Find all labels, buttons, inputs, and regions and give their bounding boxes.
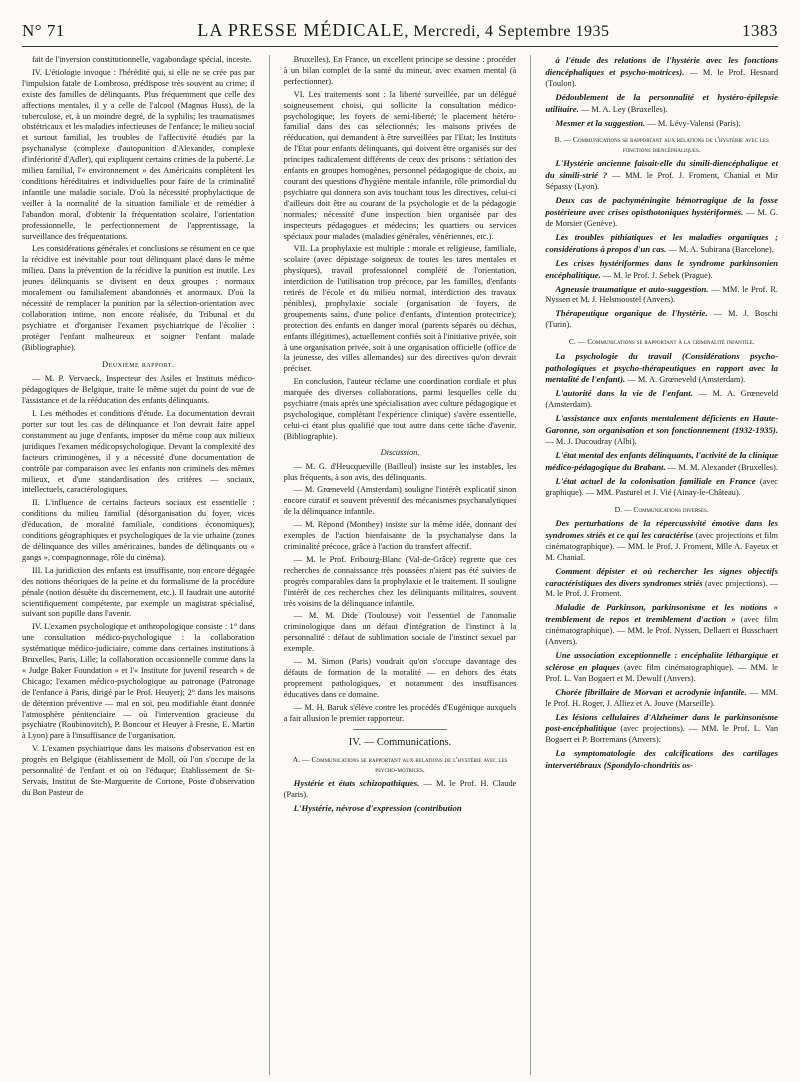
- paragraph: Bruxelles). En France, un excellent principe se dessine : procéder à un bilan complet de la santé du mineur, avec examen mental (à perfectionner).: [283, 55, 517, 86]
- communication-author: — M. A. Ley (Bruxelles).: [580, 104, 668, 114]
- text-columns: [22, 55, 778, 1075]
- communication-entry: [545, 195, 778, 230]
- discussion-item: — M. H. Baruk s'élève contre les procédés d'Eugénique auxquels a fait allusion le premier rapporteur.: [283, 702, 517, 723]
- paragraph: VII. La prophylaxie est multiple : morale et religieuse, familiale, scolaire (avec dépistage soigneux de toutes les tares mentales et physiques), travail professionnel complété de l'orientation, interdiction de l'utilisation trop précoce, par les familles, d'enfants retirés de l'école et du milieu normal, interdiction des travaux pénibles), prophylaxie sociale (organisation de foyers, de groupements sains, d'une police d'enfants, d'intention protectrice); protection des enfants en danger moral (parents séparés ou déchus, enfants illégitimes), actuellement confiés soit à l'initiative privée, soit à une organisation privée, soit à une organisation officielle (office de la jeunesse, des villes allemandes) sur des directives qu'on devrait préciser.: [283, 244, 517, 374]
- communication-title: Deux cas de pachyméningite hémorragique de la fosse postérieure avec crises opisthotoniques hystériformes.: [545, 195, 778, 218]
- communication-title: Dédoublement de la personnalité et hystéro-épilepsie utilitaire.: [545, 91, 778, 114]
- communication-author: — MM. le Prof. R. Nyssen et M. J. Helsmoostel (Anvers).: [545, 284, 778, 305]
- discussion-item: — M. le Prof. Fribourg-Blanc (Val-de-Grâce) regrette que ces recherches de connaissance très poussées n'aient pas été suivies de progrès comparables dans la prophylaxie et le traitement. Il souligne l'intérêt de ces recherches chez les délinquants militaires, souvent très voisins de la délinquance infantile.: [283, 554, 517, 608]
- communication-author: (avec projections). — M. le Prof. J. Froment.: [545, 578, 778, 599]
- communication-title: La symptomatologie des calcifications des cartilages intervertébraux (Spondylo-chondritis os-: [545, 748, 778, 771]
- communication-entry: [545, 308, 778, 331]
- communication-author: — MM. le Prof. J. Froment, Chanial et Mir Sépassy (Lyon).: [545, 171, 778, 192]
- page-number: 1383: [741, 21, 778, 40]
- paragraph: Les considérations générales et conclusions se résument en ce que la récidive est inévitable pour tout délinquant placé dans le même milieu. Dans la prévention de la récidive la punition est inutile. Les jeunes délinquants se divisent en deux groupes : normaux moralement ou familialement abandonnés et anormaux. D'où la nécessité de remplacer la punition par la sélection-orientation avec collaboration intime, non encore réalisée, du Tribunal et du psychiatre et d'organiser l'examen psychiatrique de l'écolier : protéger l'enfant malheureux et soigner l'enfant malade (Bibliographie).: [22, 244, 255, 352]
- discussion-item: — M. G. d'Heucqueville (Bailleul) insiste sur les instables, les plus fréquents, à son avis, des délinquants.: [283, 461, 517, 482]
- communication-title: Les crises hystériformes dans le syndrome parkinsonien encéphalitique.: [545, 257, 778, 280]
- communication-entry: [545, 712, 778, 747]
- journal-title: LA PRESSE MÉDICALE: [197, 20, 405, 40]
- communication-entry: [545, 450, 778, 474]
- paragraph: VI. Les traitements sont : la liberté surveillée, par un délégué soigneusement choisi, qui sollicite la consultation médico-psychologique; les foyers de semi-liberté; le placement hétéro-familial dans des cas sélectionnés; les maisons privées de rééducation, qui demandent à être surveillées par l'Etat; les Instituts de l'Etat pour enfants délinquants, qui doivent être organisés sur des principes radicalement différents de ceux des prisons : sériation des enfants en groupes homogènes, personnel pédagogique de choix, au courant des questions d'hygiène mentale infantile, rôle primordial du psychiatre qui donnera son avis touchant tous les directives, celui-ci d'ailleurs doit être au courant de la psychologie et de la pédagogie normales; nécessité d'une inspection bien organisée par des inspecteurs pédagogues et médecins; les quartiers ou services spéciaux pour malades (maladies générales, vénériennes, etc.).: [283, 89, 517, 241]
- discussion-item: — M. Simon (Paris) voudrait qu'on s'occupe davantage des défauts de formation de la moralité — en dehors des états proprement pathologiques, et notamment des insuffisances éducatives dans ce domaine.: [283, 657, 517, 699]
- communication-entry: [545, 413, 778, 448]
- column-divider: [269, 55, 270, 1075]
- communication-entry: [284, 778, 517, 801]
- communication-author: (avec film cinématographique). — MM. le Prof. L. Van Bogaert et M. Dewulf (Anvers).: [545, 662, 778, 683]
- communication-author: (avec graphique). — MM. Pasturel et J. Vié (Ainay-le-Château).: [545, 476, 778, 497]
- communication-title: Mesmer et la suggestion.: [555, 117, 646, 128]
- paragraph: II. L'influence de certains facteurs sociaux est essentielle : conditions du milieu familial (désorganisation du foyer, vices d'éducation, de moralité familiale, conditions économiques); conditions géographiques et psychologiques de la vie urbaine (zones de délinquance des villes américaines, bandes de délinquants ou « gangs », compagnonnage, rôle du cinéma).: [22, 498, 255, 562]
- communication-title: Une association exceptionnelle : encéphalite léthargique et sclérose en plaques: [545, 649, 778, 672]
- communication-author: — M. le Prof. H. Claude (Paris).: [283, 779, 517, 800]
- communication-author: (avec projections et film cinématographique). — MM. le Prof. J. Froment, Mlle A. Fayeux et M. Chanial.: [545, 530, 778, 562]
- column-1: [22, 55, 255, 1075]
- communication-title: Hystérie et états schizopathiques.: [293, 778, 420, 789]
- communication-entry: [545, 476, 778, 499]
- communication-title: Comment dépister et où rechercher les signes objectifs caractéristiques des divers syndromes striés: [545, 565, 778, 588]
- communication-title: Maladie de Parkinson, parkinsonisme et les notions « tremblement de repos et tremblement d'action »: [545, 602, 778, 625]
- communication-entry: [545, 232, 778, 256]
- paragraph: V. L'examen psychiatrique dans les maisons d'observation est en progrès en Belgique (établissement de Moll, où l'on s'occupe de la personnalité de l'enfant et où on l'éduque; Etablissement de St-Servais, Institut de Ste-Marguerite de Cortone, Poste d'observation du Bon Pasteur de: [22, 744, 255, 797]
- communication-author: — M. A. Grœneveld (Amsterdam).: [627, 375, 746, 385]
- communication-author: — MM. le Prof. H. Roger, J. Alliez et A. Jouve (Marseille).: [545, 687, 778, 708]
- subsection-heading-b: B. — Communications se rapportant aux relations de l'hystérie avec les fonctions diencéphaliques.: [554, 135, 769, 154]
- communication-title: L'autorité dans la vie de l'enfant.: [555, 388, 693, 399]
- communication-title: L'assistance aux enfants mentalement déficients en Haute-Garonne, son organisation et son fonctionnement (1932-1935).: [545, 413, 778, 436]
- communication-entry: [545, 55, 778, 90]
- communication-entry: [545, 118, 778, 130]
- paragraph: I. Les méthodes et conditions d'étude. La documentation devrait porter sur tout les cas de délinquance et l'on devrait faire appel constamment au juge d'enfants, imposer du même coup aux milieux juridiques l'examen médicopsychologique. Devant la complexité des facteurs criminogènes, il y a nécessité d'une documentation de contrôle par comparaison avec les enfants non criminels des mêmes milieux, et d'une standardisation des critères — sociaux, intellectuels, caractérologiques.: [22, 409, 255, 495]
- communication-entry: [545, 602, 778, 648]
- paragraph: IV. L'étiologie invoque : l'hérédité qui, si elle ne se crée pas par l'impulsion fatale de Lombroso, prédispose très souvent au crime; il existe des familles de délinquants. Plus fréquemment que celle des affections mentales, il y a celle de l'alcool (Magnus Huss), de la tuberculose, et, à un moindre degré, de la syphilis; les traumatismes obstétricaux et les maladies infectieuses de l'enfance; le milieu social et surtout familial, les troubles de l'affectivité étudiés par la psychanalyse (complexe d'autopunition d'Alexander, complexe d'infériorité d'Adler), qui expliquent certains crimes de la puberté. Le milieu familial, l'« environnement » des Américains complètent les conditions héréditaires et individuelles pour faire de la criminalité infantile une maladie sociale. D'où la nécessité prophylactique de veiller à la normalité de la situation familiale et de remédier à l'abandon moral, d'obtenir la fréquentation scolaire, l'orientation professionnelle, le perfectionnement de l'apprentissage, la surveillance des fréquentations.: [22, 67, 255, 241]
- communication-title: Thérapeutique organique de l'hystérie.: [555, 308, 708, 319]
- communication-entry: [545, 284, 778, 307]
- paragraph: III. La juridiction des enfants est insuffisante, non encore dégagée des notions théoriques de la peine et du formalisme de la procédure pénale (notion désuète du discernement, etc.). Il faudrait une autorité scientifiquement compétente, par exemple un magistrat spécialisé, suivant son pupille dans l'avenir.: [22, 565, 255, 619]
- communication-title: Les troubles pithiatiques et les maladies organiques ; considérations à propos d'un cas.: [545, 231, 778, 254]
- communication-title: Les lésions cellulaires d'Alzheimer dans le parkinsonisme post-encéphalitique: [545, 711, 778, 734]
- communication-author: — M. M. Alexander (Bruxelles).: [667, 462, 778, 472]
- discussion-item: — M. Grœneveld (Amsterdam) souligne l'intérêt explicatif sinon encore curatif et souvent préventif des mécanismes psychanalytiques de la délinquance infantile.: [283, 485, 517, 517]
- communication-title: La psychologie du travail (Considérations psycho-pathologiques et psycho-thérapeutiques en rapport avec la mentalité de l'enfant).: [545, 350, 778, 385]
- communication-author: (avec projections). — MM. le Prof. L. Van Bogaert et P. Borremans (Anvers).: [545, 724, 778, 745]
- communication-title: Chorée fibrillaire de Morvan et acrodynie infantile.: [555, 686, 747, 697]
- divider-rule: [353, 729, 446, 730]
- communication-entry: [545, 158, 778, 193]
- communication-entry: [545, 748, 778, 772]
- communication-entry: [545, 566, 778, 601]
- section-heading: Deuxième rapport.: [102, 359, 175, 370]
- communication-title: L'état mental des enfants délinquants, l'activité de la clinique médico-pédagogique du Brabant.: [545, 449, 778, 472]
- communication-title: L'Hystérie ancienne faisait-elle du simili-diencéphalique et du simili-strié ?: [545, 158, 778, 181]
- communication-entry: [545, 650, 778, 685]
- subsection-heading-c: C. — Communications se rapportant à la criminalité infantile.: [568, 337, 755, 347]
- communication-author: (avec film cinématographique). — MM. le Prof. Nyssen, Dellaert et Busschaert (Anvers).: [545, 615, 778, 647]
- communication-title: L'état actuel de la colonisation familiale en France: [555, 475, 756, 486]
- issue-date: Mercredi, 4 Septembre 1935: [413, 23, 610, 40]
- communication-author: — M. Lévy-Valensi (Paris).: [647, 118, 741, 128]
- communication-entry: [545, 518, 778, 564]
- communication-author: — M. J. Boschi (Turin).: [545, 309, 778, 330]
- communication-title: à l'étude des relations de l'hystérie avec les fonctions diencéphaliques et psycho-motrices).: [545, 55, 778, 77]
- column-2: [284, 55, 517, 1075]
- communication-entry: [545, 92, 778, 116]
- communication-entry: [284, 803, 517, 815]
- discussion-heading: Discussion.: [380, 447, 420, 457]
- column-divider: [530, 55, 531, 1075]
- communication-entry: [545, 687, 778, 710]
- discussion-item: — M. M. Dide (Toulouse) voit l'essentiel de l'anomalie criminologique dans un défaut d'intégration de l'instinct à la personnalité : défaut de sublimation sociale de l'instinct sexuel par exemple.: [283, 611, 517, 654]
- page-header: N° 71 LA PRESSE MÉDICALE, Mercredi, 4 Septembre 1935 1383: [22, 20, 778, 47]
- communication-title: Des perturbations de la répercussivité émotive dans les syndromes striés et ce qui les caractérise: [545, 518, 778, 540]
- subsection-heading-d: D. — Communications diverses.: [614, 504, 709, 514]
- paragraph: En conclusion, l'auteur réclame une coordination cordiale et plus marquée des diverses collaborations, parmi lesquelles celle du psychiatre (mais après une spécialisation avec culture pédagogique et psychologique, complétant l'expérience clinique) s'avère essentielle, celui-ci étant plus qualifié que tout autre dans cette tâche d'avenir. (Bibliographie).: [283, 377, 517, 441]
- issue-number: N° 71: [22, 21, 65, 40]
- communication-entry: [545, 351, 778, 387]
- paragraph: fait de l'inversion constitutionnelle, vagabondage spécial, inceste.: [32, 55, 252, 64]
- communication-author: — M. A. Grœneveld (Amsterdam).: [545, 389, 778, 410]
- paragraph: — M. P. Vervaeck, Inspecteur des Asiles et Instituts médico-pédagogiques de Belgique, traite le même sujet du point de vue de l'assistance et de la rééducation des enfants délinquants.: [22, 374, 255, 406]
- communication-author: — M. G. de Morsier (Genève).: [545, 208, 778, 228]
- communication-title: L'Hystérie, névrose d'expression (contribution: [293, 803, 462, 814]
- communication-title: Agneusie traumatique et auto-suggestion.: [555, 283, 709, 294]
- paragraph: IV. L'examen psychologique et anthropologique consiste : 1° dans une consultation médico-psychologique : la collaboration systématique médico-judiciaire, comme dans certaines institutions à Bruxelles, Paris, Lille; la collaboration occasionnelle comme dans la « Judge Baker Foundation » et l'« Institute for juvenil research » de Chicago; l'examen médico-psychologique au patronage (Patronage de l'enfance à Paris, dirigé par le Prof. Heuyer); 2° dans les maisons de détention préventive — mal en soi, peu modifiable étant donnée l'atmosphère pénitenciaire — où l'intervention gracieuse du psychiatre (Roubinovitch), P. Boncour et Heuyer à Fresne, E. Martin à Lyon) pare à l'insuffisance de l'organisation.: [22, 622, 255, 741]
- communication-author: — M. le Prof. Hesnard (Toulon).: [545, 67, 778, 88]
- subsection-heading-a: A. — Communications se rapportant aux relations de l'hystérie avec les psycho-motrices.: [292, 755, 508, 774]
- communication-entry: [545, 388, 778, 411]
- column-3: [545, 55, 778, 1075]
- communication-author: — M. J. Ducoudray (Albi).: [545, 436, 637, 446]
- communications-heading: IV. — Communications.: [348, 737, 452, 749]
- communication-author: — M. le Prof. J. Sebek (Prague).: [602, 270, 713, 280]
- discussion-item: — M. Répond (Monthey) insiste sur la même idée, donnant des exemples de l'action bienfaisante de la psychanalyse dans la criminalité précoce, grâce à l'action du transfert affectif.: [283, 520, 517, 551]
- communication-author: — M. A. Subirana (Barcelone).: [668, 244, 774, 254]
- communication-entry: [545, 258, 778, 282]
